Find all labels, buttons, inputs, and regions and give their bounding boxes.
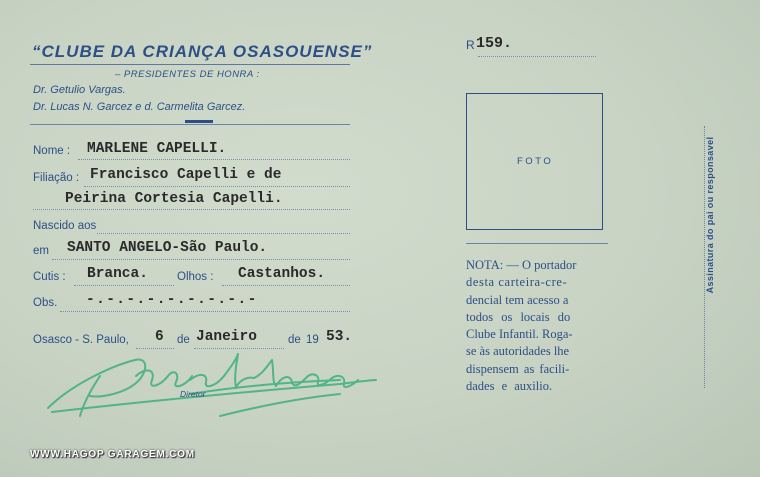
date-place: Osasco - S. Paulo, [33,334,129,346]
nota-line: Clube Infantil. Roga- [466,327,573,342]
date-de-1: de [177,334,190,346]
obs-label: Obs. [33,297,58,309]
nome-value: MARLENE CAPELLI. [87,141,227,157]
filiacao-value-2: Peirina Cortesia Capelli. [65,191,283,207]
date-month: Janeiro [196,329,257,345]
filiacao-dotted-line-2 [33,209,350,210]
header-center-bar [185,120,213,123]
card-number-dotted-line [478,56,596,57]
club-title: “CLUBE DA CRIANÇA OSASOUENSE” [32,42,373,61]
nota-line: dispensem as facili- [466,361,570,376]
nota-line: dencial tem acesso a [466,292,569,307]
card-number-prefix: R [466,38,475,52]
date-day: 6 [155,329,164,345]
parent-signature-area [700,120,720,310]
cutis-value: Branca. [87,266,148,282]
watermark: WWW.HAGOP GARAGEM.COM [30,449,195,460]
photo-divider [466,243,608,244]
cutis-label: Cutis : [33,271,66,283]
olhos-value: Castanhos. [238,266,326,282]
em-value: SANTO ANGELO-São Paulo. [67,240,268,256]
nota-line: se às autoridades lhe [466,344,570,359]
parent-signature-label: Assinatura do pai ou responsavel [705,136,715,294]
director-label: Diretor [180,389,206,399]
nome-dotted-line [78,159,350,160]
nota-text [466,257,608,395]
photo-label: FOTO [517,156,554,167]
obs-value: -.-.-.-.-.-.-.-.- [86,292,258,308]
director-signature-icon [40,346,380,426]
nascido-label: Nascido aos [33,220,97,232]
nascido-dotted-line [97,233,350,234]
honor-presidents-label: – PRESIDENTES DE HONRA : [115,69,260,80]
olhos-label: Olhos : [177,271,214,283]
header-divider [30,124,350,125]
honor-president-1: Dr. Getulio Vargas. [33,84,126,96]
filiacao-label: Filiação : [33,172,80,184]
obs-dotted-line [60,311,350,312]
nota-line: NOTA: — O portador [466,258,577,272]
honor-president-2: Dr. Lucas N. Garcez e d. Carmelita Garcez. [33,101,246,113]
cutis-dotted-line [74,285,174,286]
date-de-2: de [288,334,301,346]
em-dotted-line [52,259,350,260]
title-underline [30,64,350,65]
date-year-prefix: 19 [306,334,319,346]
em-label: em [33,245,49,257]
filiacao-dotted-line-1 [84,186,350,187]
date-year-suffix: 53. [326,329,353,345]
nota-line: todos os locais do [466,309,571,324]
nota-line: desta carteira-cre- [466,275,568,290]
olhos-dotted-line [222,285,350,286]
filiacao-value-1: Francisco Capelli e de [90,167,282,183]
card-number-value: 159. [476,35,513,52]
nome-label: Nome : [33,145,71,157]
nota-line: dades e auxilio. [466,379,553,394]
